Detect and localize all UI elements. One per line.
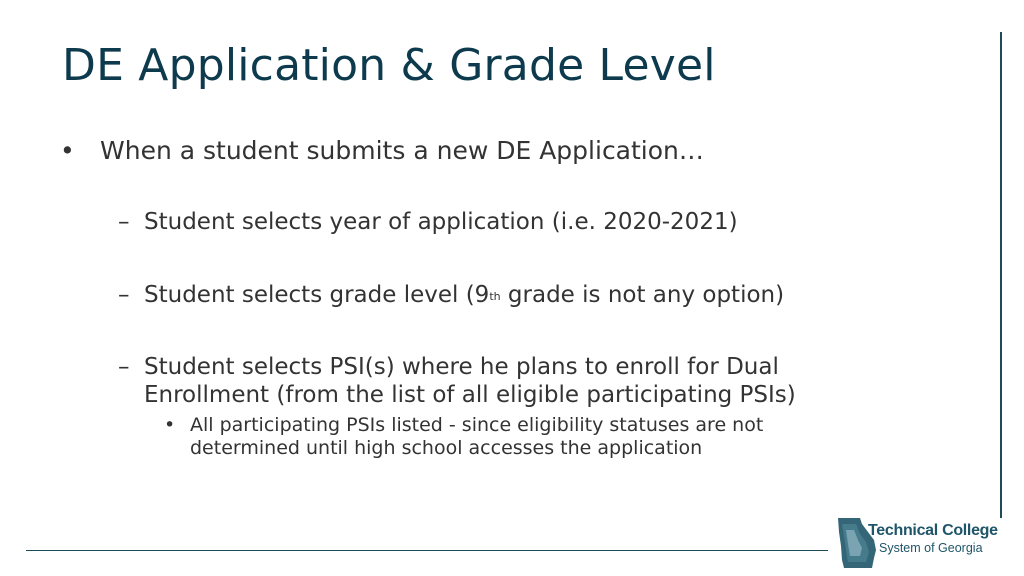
sub-bullet-psi <box>118 353 796 409</box>
bullet-symbol: • <box>60 136 75 165</box>
slide-title: DE Application & Grade Level <box>62 40 716 91</box>
logo-text-line2: System of Georgia <box>879 541 983 555</box>
sub-bullet-year-text: Student selects year of application (i.e. 2020-2021) <box>144 209 738 235</box>
main-bullet-text: When a student submits a new DE Application… <box>100 136 704 165</box>
sub-sub-bullet-line2: determined until high school accesses the application <box>190 437 703 459</box>
dash-symbol: – <box>118 354 130 380</box>
sub-bullet-grade-text-post: grade is not any option) <box>500 282 785 308</box>
sub-bullet-grade <box>118 282 784 308</box>
dash-symbol: – <box>118 282 130 308</box>
bullet-symbol: • <box>164 414 176 436</box>
sub-bullet-psi-line2: Enrollment (from the list of all eligible participating PSIs) <box>144 382 796 408</box>
sub-sub-bullet-psis <box>164 414 763 460</box>
sub-bullet-year <box>118 209 738 235</box>
main-bullet <box>60 136 704 165</box>
sub-bullet-grade-text-pre: Student selects grade level (9 <box>144 282 490 308</box>
vertical-divider <box>1000 32 1002 518</box>
tcsg-logo <box>836 516 1014 570</box>
sub-bullet-psi-line1: Student selects PSI(s) where he plans to enroll for Dual <box>144 354 779 380</box>
superscript-th: th <box>489 290 501 303</box>
footer-divider <box>26 550 828 551</box>
dash-symbol: – <box>118 209 130 235</box>
sub-sub-bullet-line1: All participating PSIs listed - since eligibility statuses are not <box>190 414 764 436</box>
logo-text-line1: Technical College <box>868 522 998 539</box>
